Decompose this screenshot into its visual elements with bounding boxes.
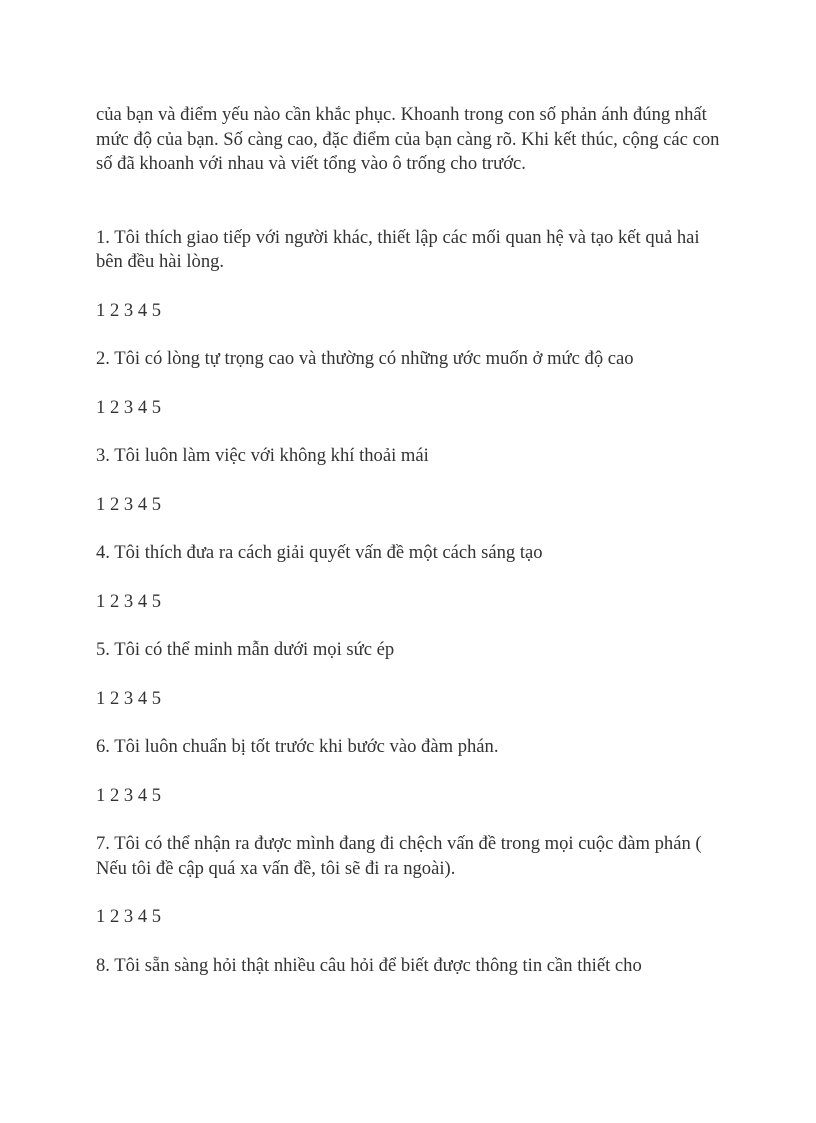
intro-paragraph: của bạn và điểm yếu nào cần khắc phục. Khoanh trong con số phản ánh đúng nhất mức độ của bạn. Số càng cao, đặc điểm của bạn càng rõ. Khi kết thúc, cộng các con số đã khoanh với nhau và viết tổng vào ô trống cho trước. <box>96 104 720 174</box>
rating-scale-5: 1 2 3 4 5 <box>96 687 162 709</box>
question-8: 8. Tôi sẵn sàng hỏi thật nhiều câu hỏi để biết được thông tin cần thiết cho <box>96 954 642 976</box>
document-body <box>96 103 726 1002</box>
rating-scale-3: 1 2 3 4 5 <box>96 493 162 515</box>
rating-scale-1: 1 2 3 4 5 <box>96 299 162 321</box>
question-5: 5. Tôi có thể minh mẫn dưới mọi sức ép <box>96 639 395 660</box>
rating-scale-4: 1 2 3 4 5 <box>96 590 162 612</box>
rating-scale-6: 1 2 3 4 5 <box>96 784 162 806</box>
question-6: 6. Tôi luôn chuẩn bị tốt trước khi bước vào đàm phán. <box>96 736 499 757</box>
question-7: 7. Tôi có thể nhận ra được mình đang đi chệch vấn đề trong mọi cuộc đàm phán ( Nếu tôi đề cập quá xa vấn đề, tôi sẽ đi ra ngoài). <box>96 833 702 879</box>
question-3: 3. Tôi luôn làm việc với không khí thoải mái <box>96 445 429 466</box>
question-2: 2. Tôi có lòng tự trọng cao và thường có những ước muốn ở mức độ cao <box>96 348 634 369</box>
question-1: 1. Tôi thích giao tiếp với người khác, thiết lập các mối quan hệ và tạo kết quả hai bên đều hài lòng. <box>96 226 700 272</box>
rating-scale-2: 1 2 3 4 5 <box>96 396 162 418</box>
rating-scale-7: 1 2 3 4 5 <box>96 906 162 927</box>
question-4: 4. Tôi thích đưa ra cách giải quyết vấn đề một cách sáng tạo <box>96 542 543 563</box>
